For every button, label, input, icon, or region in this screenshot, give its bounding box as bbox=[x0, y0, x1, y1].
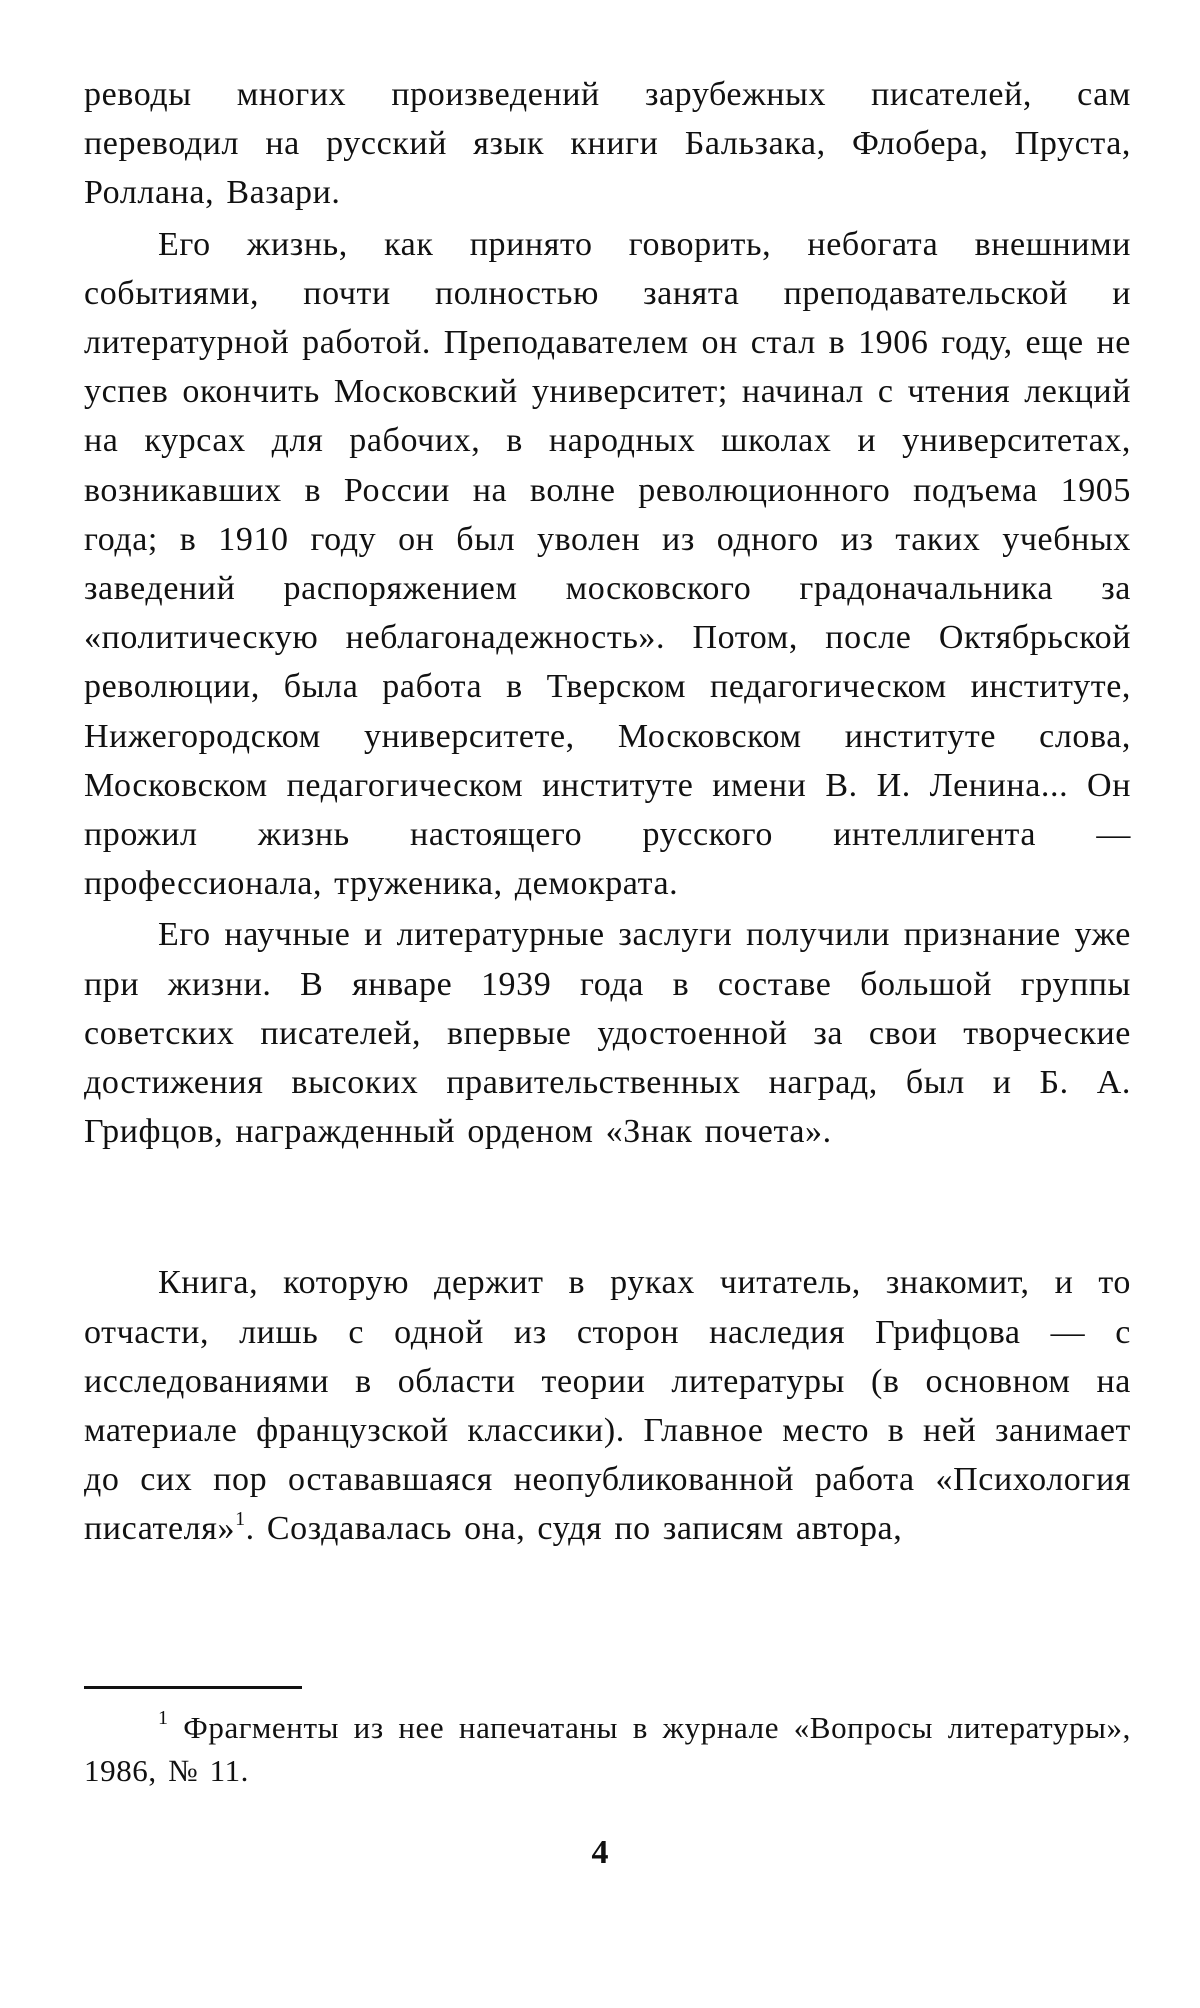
paragraph-4 bbox=[84, 1258, 1131, 1553]
footnote-text: Фрагменты из нее напечатаны в журнале «Вопросы литературы», 1986, № 11. bbox=[84, 1710, 1131, 1788]
footnote-reference: 1 bbox=[235, 1508, 246, 1531]
footnote bbox=[84, 1706, 1131, 1792]
paragraph-4-text: Книга, которую держит в руках читатель, знакомит, и то отчасти, лишь с одной из сторон наследия Грифцова — с исследованиями в области теории литературы (в основном на материале французской классики). Главное место в ней занимает до сих пор остававшаяся неопубликованной работа «Психология писателя» bbox=[84, 1264, 1131, 1548]
page-number: 4 bbox=[591, 1834, 609, 1871]
paragraph-1: реводы многих произведений зарубежных писателей, сам переводил на русский язык книги Бальзака, Флобера, Пруста, Роллана, Вазари. bbox=[84, 76, 1131, 212]
footnote-divider bbox=[84, 1686, 302, 1689]
paragraph-3: Его научные и литературные заслуги получили признание уже при жизни. В январе 1939 года в составе большой группы советских писателей, впервые удостоенной за свои творческие достижения высоких правительственных наград, был и Б. А. Грифцов, награжденный орденом «Знак почета». bbox=[84, 916, 1131, 1151]
page-body bbox=[84, 70, 1131, 1554]
paragraph-2: Его жизнь, как принято говорить, небогата внешними событиями, почти полностью занята преподавательской и литературной работой. Преподавателем он стал в 1906 году, еще не успев окончить Московский университет; начинал с чтения лекций на курсах для рабочих, в народных школах и университетах, возникавших в России на волне революционного подъема 1905 года; в 1910 году он был уволен из одного из таких учебных заведений распоряжением московского градоначальника за «политическую неблагонадежность». Потом, после Октябрьской революции, была работа в Тверском педагогическом институте, Нижегородском университете, Московском институте слова, Московском педагогическом институте имени В. И. Ленина... Он прожил жизнь настоящего русского интеллигента — профессионала, труженика, демократа. bbox=[84, 225, 1131, 903]
paragraph-4-text-after: . Создавалась она, судя по записям автора, bbox=[245, 1510, 903, 1548]
footnote-marker: 1 bbox=[158, 1707, 169, 1729]
